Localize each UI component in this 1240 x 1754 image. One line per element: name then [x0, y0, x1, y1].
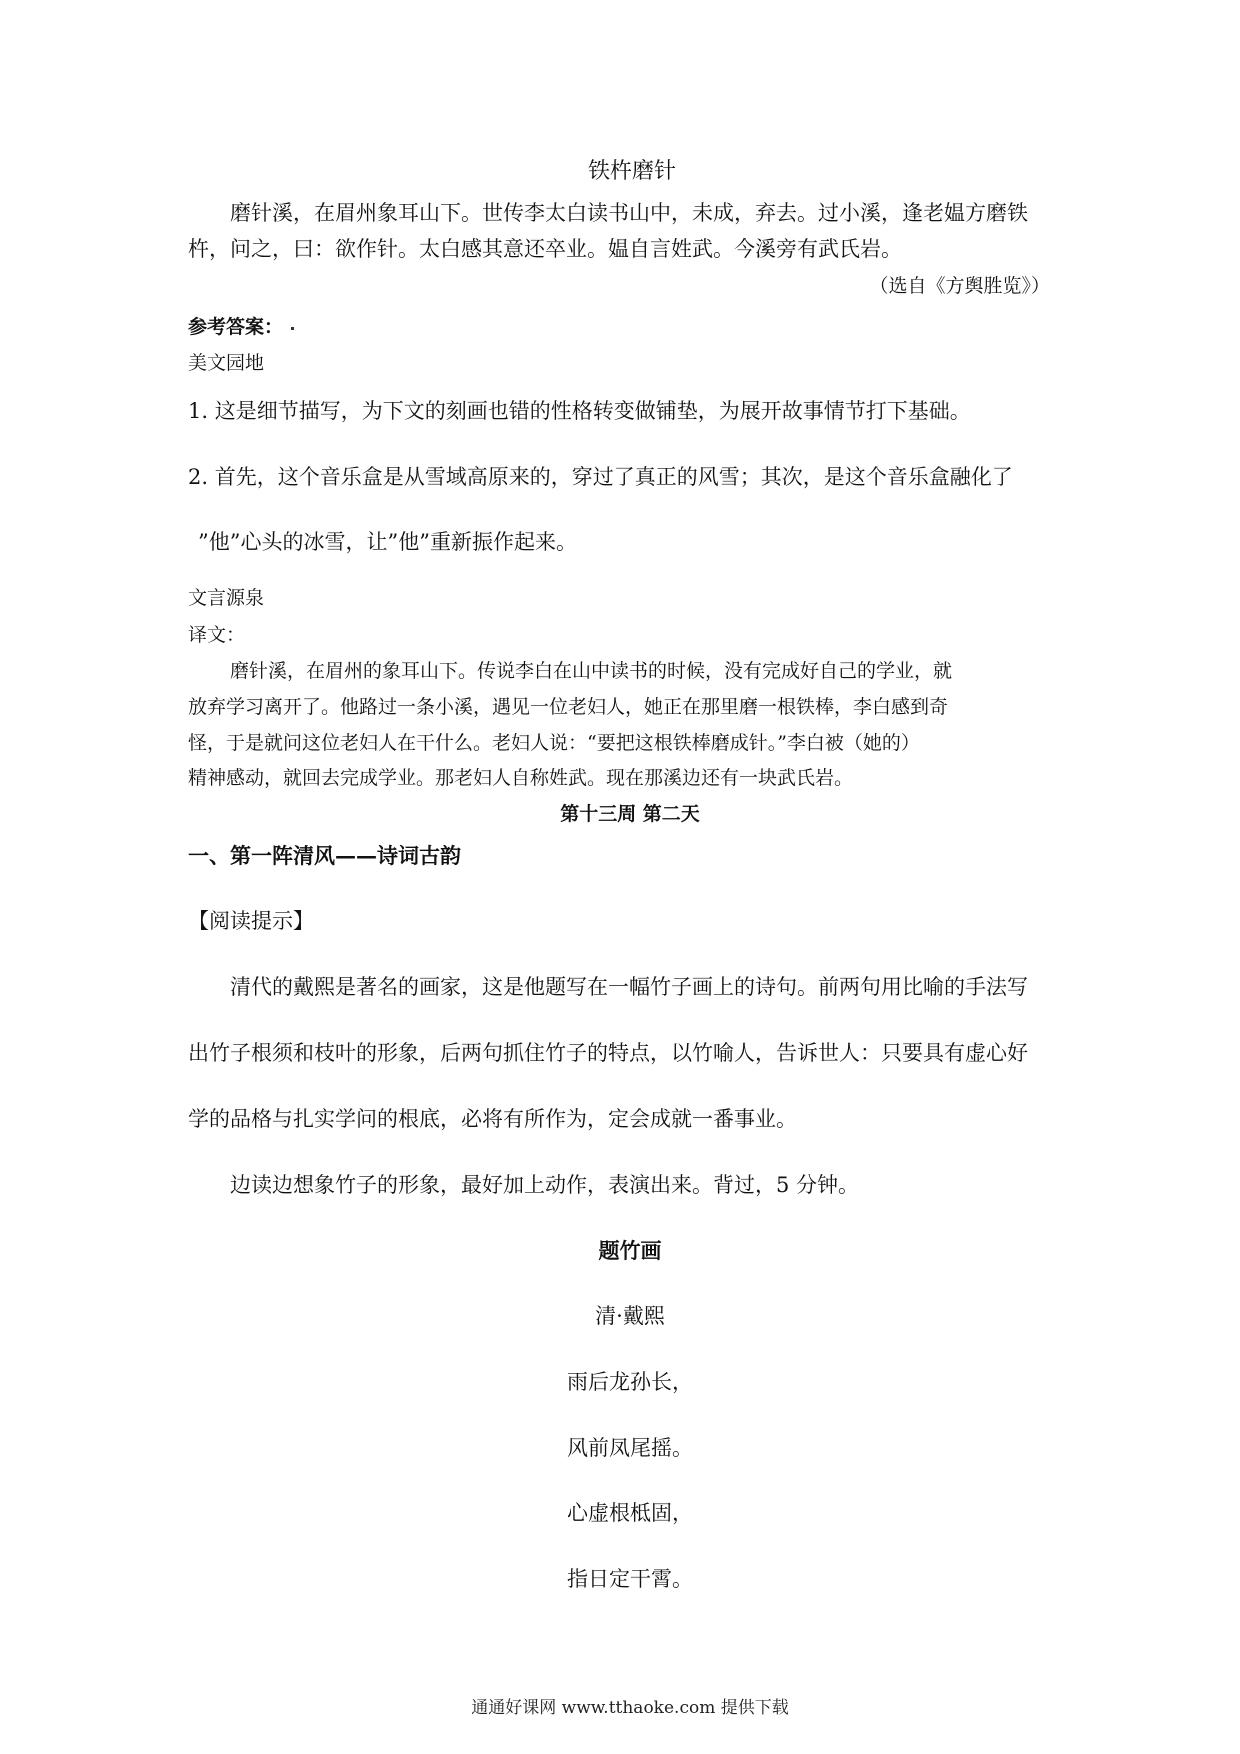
poem-author: 清·戴熙 [595, 1304, 665, 1328]
hint-line: 清代的戴熙是著名的画家，这是他题写在一幅竹子画上的诗句。前两句用比喻的手法写 [230, 975, 1028, 999]
section-label: 美文园地 [188, 352, 265, 374]
poem-line: 风前凤尾摇。 [567, 1436, 693, 1460]
answer-2-line: ”他”心头的冰雪，让”他”重新振作起来。 [198, 530, 577, 554]
poem-title: 题竹画 [598, 1238, 662, 1263]
translation-line: 放弃学习离开了。他路过一条小溪，遇见一位老妇人，她正在那里磨一根铁棒，李白感到奇 [188, 696, 949, 718]
hint-line: 学的品格与扎实学问的根底，必将有所作为，定会成就一番事业。 [188, 1107, 797, 1131]
week-title: 第十三周 第二天 [560, 803, 700, 825]
instruction: 边读边想象竹子的形象，最好加上动作，表演出来。背过，5 分钟。 [230, 1173, 860, 1197]
translation-line: 怪，于是就问这位老妇人在干什么。老妇人说：“要把这根铁棒磨成针。”李白被（她的） [188, 732, 920, 754]
answer-2-line: 2. 首先，这个音乐盒是从雪域高原来的，穿过了真正的风雪；其次，是这个音乐盒融化了 [188, 465, 1013, 489]
dot-mark [291, 327, 294, 330]
answers-heading [188, 311, 294, 343]
translation-label: 译文： [188, 624, 246, 646]
story-line: 杵，问之，曰：欲作针。太白感其意还卒业。媪自言姓武。今溪旁有武氏岩。 [188, 237, 902, 261]
hint-line: 出竹子根须和枝叶的形象，后两句抓住竹子的特点，以竹喻人，告诉世人：只要具有虚心好 [188, 1041, 1028, 1065]
poem-line: 雨后龙孙长， [567, 1370, 693, 1394]
section-label: 文言源泉 [188, 587, 265, 609]
translation-line: 磨针溪，在眉州的象耳山下。传说李白在山中读书的时候，没有完成好自己的学业，就 [230, 660, 953, 682]
story-title: 铁杵磨针 [587, 159, 676, 184]
story-line: 磨针溪，在眉州象耳山下。世传李太白读书山中，未成，弃去。过小溪，逢老媪方磨铁 [230, 201, 1028, 225]
hint-label: 【阅读提示】 [188, 909, 314, 933]
answers-heading-text: 参考答案： [188, 316, 284, 338]
answer-1: 1. 这是细节描写，为下文的刻画也错的性格转变做铺垫，为展开故事情节打下基础。 [188, 399, 971, 423]
poem-line: 指日定干霄。 [567, 1567, 693, 1591]
source-note: （选自《方舆胜览》） [869, 275, 1050, 297]
poem-line: 心虚根柢固， [567, 1501, 693, 1525]
section-title: 一、第一阵清风——诗词古韵 [188, 843, 461, 868]
footer-text: 通通好课网 www.tthaoke.com 提供下载 [471, 1698, 789, 1718]
translation-line: 精神感动，就回去完成学业。那老妇人自称姓武。现在那溪边还有一块武氏岩。 [188, 767, 854, 789]
